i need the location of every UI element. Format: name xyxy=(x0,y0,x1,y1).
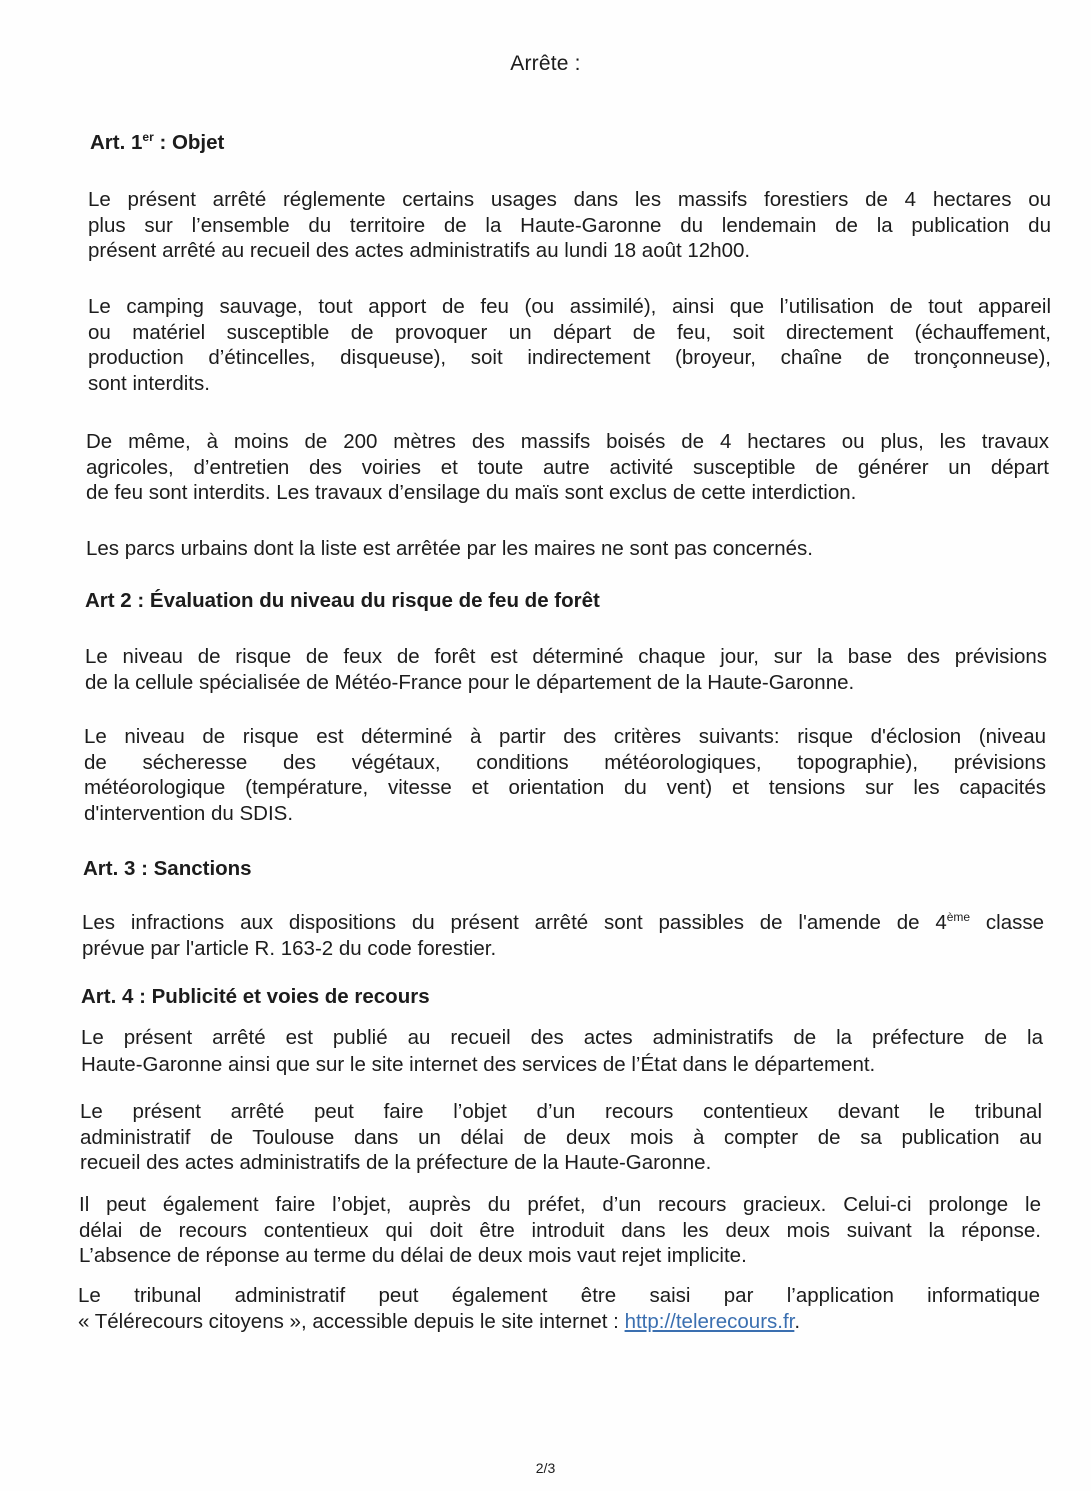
article-1-title xyxy=(90,130,224,155)
article-4-paragraph-4 xyxy=(78,1283,1040,1334)
text-line: de feu sont interdits. Les travaux d’ensilage du maïs sont exclus de cette interdiction. xyxy=(86,481,857,504)
text-line: Le présent arrêté peut faire l’objet d’un recours contentieux devant le tribunal xyxy=(80,1100,1042,1123)
text-line: Les parcs urbains dont la liste est arrêtée par les maires ne sont pas concernés. xyxy=(86,537,813,560)
article-4-paragraph-1 xyxy=(81,1024,1043,1078)
text-line: plus sur l’ensemble du territoire de la Haute-Garonne du lendemain de la publication du xyxy=(88,213,1051,237)
text-line: production d’étincelles, disqueuse), soit indirectement (broyeur, chaîne de tronçonneuse), xyxy=(88,346,1051,369)
text-line: Le niveau de risque est déterminé à partir des critères suivants: risque d'éclosion (niveau xyxy=(84,725,1046,748)
text-line: De même, à moins de 200 mètres des massifs boisés de 4 hectares ou plus, les travaux xyxy=(86,430,1049,453)
article-1-title-sup: er xyxy=(142,130,154,145)
article-2-paragraph-1 xyxy=(85,644,1047,695)
text-line: Le niveau de risque de feux de forêt est déterminé chaque jour, sur la base des prévisions xyxy=(85,645,1047,668)
text-line: Haute-Garonne ainsi que sur le site internet des services de l’État dans le département. xyxy=(81,1053,876,1076)
article-1-paragraph-1 xyxy=(88,187,1051,264)
text-line xyxy=(78,1309,1040,1335)
article-3-paragraph-1 xyxy=(82,910,1044,961)
article-4-paragraph-2 xyxy=(80,1099,1042,1176)
text-line: administratif de Toulouse dans un délai de deux mois à compter de sa publication au xyxy=(80,1125,1042,1149)
text-line: sont interdits. xyxy=(88,371,210,395)
article-1-paragraph-2 xyxy=(88,294,1051,396)
text-line: météorologique (température, vitesse et orientation du vent) et tensions sur les capacités xyxy=(84,776,1046,799)
article-1-paragraph-3 xyxy=(86,429,1049,506)
text-line: de la cellule spécialisée de Météo-France pour le département de la Haute-Garonne. xyxy=(85,670,855,694)
text-line: Le tribunal administratif peut également être saisi par l’application informatique xyxy=(78,1284,1040,1307)
article-1-title-suffix: : Objet xyxy=(153,131,225,154)
text-line: L’absence de réponse au terme du délai de deux mois vaut rejet implicite. xyxy=(79,1244,747,1267)
article-3-title: Art. 3 : Sanctions xyxy=(83,857,252,880)
text-line: présent arrêté au recueil des actes administratifs au lundi 18 août 12h00. xyxy=(88,239,751,262)
sanction-text-end: classe xyxy=(970,911,1044,934)
text-line: de sécheresse des végétaux, conditions météorologiques, topographie), prévisions xyxy=(84,750,1046,774)
article-1-paragraph-4 xyxy=(86,536,1049,562)
article-2-paragraph-2 xyxy=(84,724,1046,826)
article-4-paragraph-3 xyxy=(79,1192,1041,1269)
ordinal-sup: ème xyxy=(946,910,971,925)
text-line: agricoles, d’entretien des voiries et toute autre activité susceptible de générer un départ xyxy=(86,455,1049,479)
text-line: Le présent arrêté est publié au recueil des actes administratifs de la préfecture de la xyxy=(81,1026,1043,1049)
text-line xyxy=(82,910,1044,936)
article-4-title: Art. 4 : Publicité et voies de recours xyxy=(81,985,430,1008)
text-line: Le présent arrêté réglemente certains usages dans les massifs forestiers de 4 hectares ou xyxy=(88,188,1051,211)
text-line: Il peut également faire l’objet, auprès du préfet, d’un recours gracieux. Celui-ci prolonge le xyxy=(79,1193,1041,1216)
sentence-end: . xyxy=(794,1309,801,1333)
text-line: prévue par l'article R. 163-2 du code forestier. xyxy=(82,936,497,960)
text-line: recueil des actes administratifs de la préfecture de la Haute-Garonne. xyxy=(80,1151,712,1174)
sanction-text: Les infractions aux dispositions du présent arrêté sont passibles de l'amende de 4 xyxy=(82,911,947,934)
article-1-title-prefix: Art. 1 xyxy=(90,131,143,154)
telerecours-text: « Télérecours citoyens », accessible depuis le site internet : xyxy=(78,1309,625,1333)
text-line: délai de recours contentieux qui doit être introduit dans les deux mois suivant la réponse. xyxy=(79,1218,1041,1242)
text-line: ou matériel susceptible de provoquer un départ de feu, soit directement (échauffement, xyxy=(88,320,1051,344)
text-line: d'intervention du SDIS. xyxy=(84,801,294,825)
telerecours-link[interactable]: http://telerecours.fr xyxy=(624,1309,795,1333)
decision-label: Arrête : xyxy=(510,52,581,75)
article-2-title: Art 2 : Évaluation du niveau du risque de feu de forêt xyxy=(85,589,600,612)
text-line: Le camping sauvage, tout apport de feu (ou assimilé), ainsi que l’utilisation de tout appareil xyxy=(88,295,1051,318)
page-number: 2/3 xyxy=(535,1460,556,1476)
